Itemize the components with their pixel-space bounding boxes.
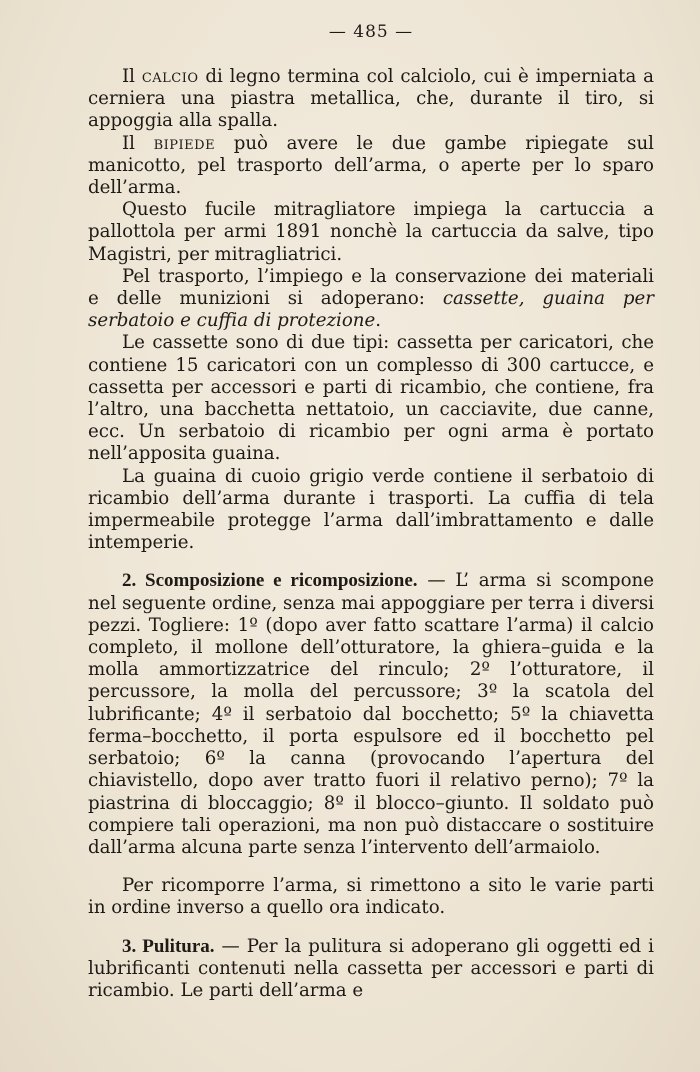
paragraph-trasporto-post: . [375,310,382,332]
page-number: — 485 — [328,22,414,42]
term-bipiede: bipiede [153,132,216,154]
paragraph-bipiede [88,133,654,200]
paragraph-calcio [88,66,654,133]
section-body-scomposizione: — L’ arma si scompone nel seguente ordine, senza mai appoggiare per terra i diversi pezzi. Togliere: 1º (dopo aver fatto scattare l’arma) il calcio completo, il mollone dell’otturatore, la ghiera–guida e la molla ammortizzatrice del rinculo; 2º l’otturatore, il percussore, la molla del percussore; 3º la scatola del lubrificante; 4º il serbatoio dal bocchetto; 5º la chiavetta ferma–bocchetto, il porta espulsore ed il bocchetto pel serbatoio; 6º la canna (provocando l’apertura del chiavistello, dopo aver tratto fuori il relativo perno); 7º la piastrina di bloccaggio; 8º il blocco–giunto. Il soldato può compiere tali operazioni, ma non può distaccare o sostituire dall’arma alcuna parte senza l’intervento dell’armaiolo. [88,570,654,858]
section-heading-scomposizione: 2. Scomposizione e ricomposizione. [122,570,418,592]
section-pulitura [88,936,654,1003]
paragraph-calcio-pre: Il [122,66,142,87]
section-heading-pulitura: 3. Pulitura. [122,935,215,957]
paragraph-cassette: Le cassette sono di due tipi: cassetta per caricatori, che contiene 15 caricatori con un complesso di 300 cartucce, e cassetta per accessori e parti di ricambio, che contiene, fra l’altro, una bacchetta nettatoio, un cacciavite, due canne, ecc. Un serbatoio di ricambio per ogni arma è portato nell’apposita guaina. [88,332,654,465]
section-body-pulitura: — Per la pulitura si adoperano gli oggetti ed i lubrificanti contenuti nella cassetta per accessori e parti di ricambio. Le parti dell’arma e [88,935,655,1001]
paragraph-trasporto-pre: Pel trasporto, l’impiego e la conservazione dei materiali e delle munizioni si adoperano: [88,265,654,310]
paragraph-guaina: La guaina di cuoio grigio verde contiene il serbatoio di ricambio dell’arma durante i trasporti. La cuffia di tela impermeabile protegge l’arma dall’imbrattamento e dalle intemperie. [88,465,654,554]
term-calcio: calcio [141,66,199,87]
section-scomposizione [88,570,654,859]
paragraph-trasporto [88,266,654,333]
paragraph-calcio-text: di legno termina col calciolo, cui è imperniata a cerniera una piastra metallica, che, durante il tiro, si appoggia alla spalla. [88,66,654,132]
paragraph-bipiede-pre: Il [122,132,154,154]
italic-materials: cassette, guaina per serbatoio e cuffia di protezione [88,288,654,332]
paragraph-bipiede-text: può avere le due gambe ripiegate sul manicotto, pel trasporto dell’arma, o aperte per lo sparo dell’arma. [88,132,654,199]
paragraph-ricomporre: Per ricomporre l’arma, si rimettono a sito le varie parti in ordine inverso a quello ora indicato. [88,875,654,919]
paragraph-cartuccia: Questo fucile mitragliatore impiega la cartuccia a pallottola per armi 1891 nonchè la cartuccia da salve, tipo Magistri, per mitragliatrici. [88,199,654,265]
